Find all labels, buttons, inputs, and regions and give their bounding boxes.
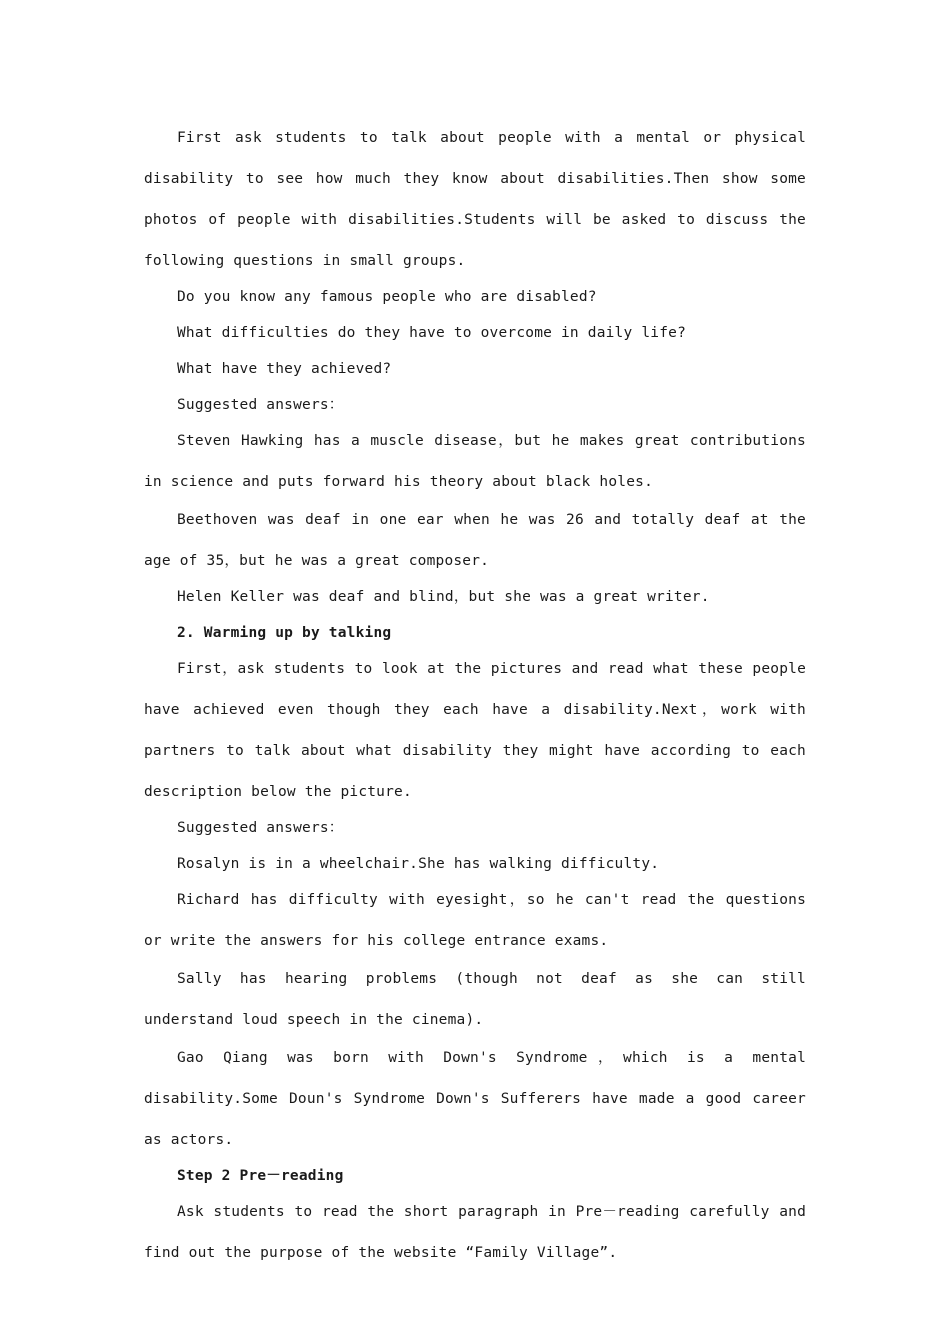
intro-paragraph: First ask students to talk about people with a mental or physical disability to see how much they know about disabilities.Then show some photos of people with disabilities.Students will be asked to discuss the following questions in small groups.: [144, 130, 806, 269]
answer-rosalyn: Rosalyn is in a wheelchair.She has walking difficulty.: [177, 856, 660, 872]
question-achievements: What have they achieved?: [177, 361, 392, 377]
section-heading-pre-reading: Step 2 Pre－reading: [177, 1168, 344, 1184]
section-heading-warming-up: 2. Warming up by talking: [177, 625, 392, 641]
warming-up-paragraph: First，ask students to look at the pictures and read what these people have achieved even though they each have a disability.Next，work with partners to talk about what disability they might have according to each description below the picture.: [144, 661, 806, 800]
suggested-answers-label: Suggested answers：: [177, 820, 344, 836]
answer-gao-qiang: Gao Qiang was born with Down's Syndrome，which is a mental disability.Some Doun's Syndrome Down's Sufferers have made a good career as actors.: [144, 1050, 806, 1148]
question-difficulties: What difficulties do they have to overcome in daily life?: [177, 325, 686, 341]
document-body: [144, 120, 806, 1271]
answer-beethoven: Beethoven was deaf in one ear when he was 26 and totally deaf at the age of 35，but he was a great composer.: [144, 512, 806, 569]
answer-sally: Sally has hearing problems (though not deaf as she can still understand loud speech in the cinema).: [144, 971, 806, 1028]
answer-keller: Helen Keller was deaf and blind，but she was a great writer.: [177, 589, 710, 605]
pre-reading-paragraph: Ask students to read the short paragraph in Pre－reading carefully and find out the purpose of the website “Family Village”.: [144, 1204, 806, 1261]
question-famous-people: Do you know any famous people who are disabled?: [177, 289, 597, 305]
answer-richard: Richard has difficulty with eyesight，so he can't read the questions or write the answers for his college entrance exams.: [144, 892, 806, 949]
answer-hawking: Steven Hawking has a muscle disease，but he makes great contributions in science and puts forward his theory about black holes.: [144, 433, 806, 490]
suggested-answers-label: Suggested answers：: [177, 397, 344, 413]
